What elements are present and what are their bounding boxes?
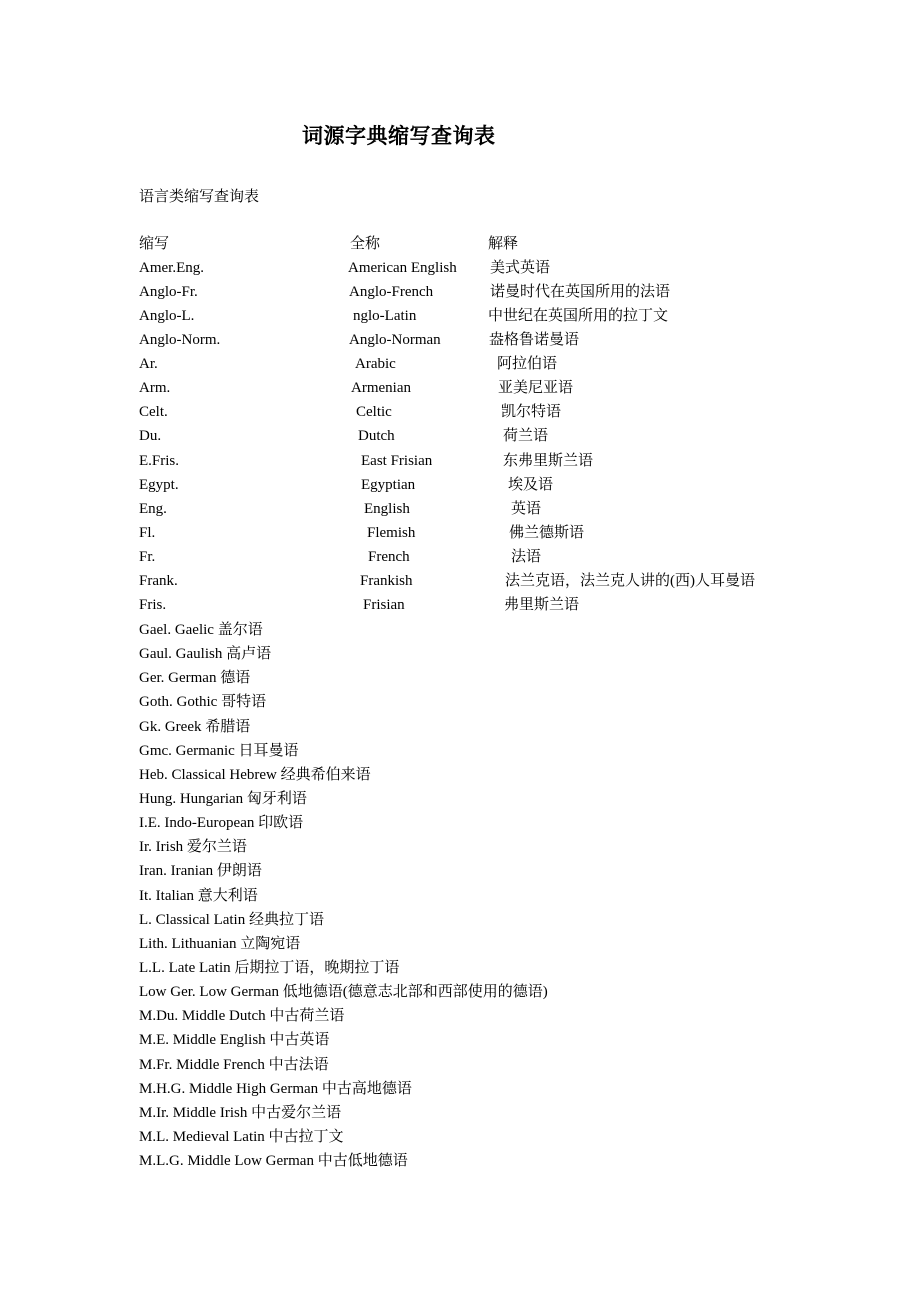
table-cell-meaning: 埃及语 <box>508 477 554 493</box>
table-cell-meaning: 东弗里斯兰语 <box>503 453 594 469</box>
table-cell-abbr: Eng. <box>139 501 167 517</box>
table-cell-full: Frankish <box>360 573 413 589</box>
list-item: M.Ir. Middle Irish 中古爱尔兰语 <box>139 1104 342 1121</box>
table-cell-full: Egyptian <box>361 477 416 493</box>
header-meaning: 解释 <box>488 236 519 252</box>
list-item: Ger. German 德语 <box>139 670 251 687</box>
table-cell-meaning: 诺曼时代在英国所用的法语 <box>490 284 671 300</box>
table-cell-full: French <box>368 549 410 565</box>
table-cell-meaning: 英语 <box>511 501 542 517</box>
table-cell-full: Arabic <box>355 356 396 372</box>
table-cell-meaning: 荷兰语 <box>503 428 549 444</box>
table-cell-abbr: Amer.Eng. <box>139 260 204 276</box>
table-cell-full: Frisian <box>363 597 405 613</box>
list-item: Goth. Gothic 哥特语 <box>139 694 267 711</box>
table-cell-full: Anglo-French <box>349 284 434 300</box>
table-cell-full: Flemish <box>367 525 416 541</box>
header-abbr: 缩写 <box>139 236 170 252</box>
list-item: It. Italian 意大利语 <box>139 887 258 904</box>
table-cell-meaning: 法兰克语，法兰克人讲的(西)人耳曼语 <box>505 573 755 589</box>
table-cell-abbr: E.Fris. <box>139 453 180 469</box>
table-cell-abbr: Du. <box>139 428 162 444</box>
list-item: Hung. Hungarian 匈牙利语 <box>139 790 307 807</box>
list-item: M.E. Middle English 中古英语 <box>139 1032 330 1049</box>
list-item: M.L. Medieval Latin 中古拉丁文 <box>139 1128 344 1145</box>
table-cell-abbr: Celt. <box>139 404 168 420</box>
table-cell-meaning: 美式英语 <box>490 260 551 276</box>
table-cell-meaning: 亚美尼亚语 <box>498 380 574 396</box>
header-full: 全称 <box>350 236 381 252</box>
table-cell-meaning: 弗里斯兰语 <box>504 597 580 613</box>
abbreviation-list <box>139 618 899 1173</box>
list-item: Gk. Greek 希腊语 <box>139 718 251 735</box>
list-item: M.H.G. Middle High German 中古高地德语 <box>139 1080 412 1097</box>
list-item: M.Du. Middle Dutch 中古荷兰语 <box>139 1008 345 1025</box>
table-cell-meaning: 中世纪在英国所用的拉丁文 <box>488 308 669 324</box>
table-cell-abbr: Ar. <box>139 356 158 372</box>
table-cell-full: Celtic <box>356 404 392 420</box>
table-cell-abbr: Fris. <box>139 597 167 613</box>
list-item: Gael. Gaelic 盖尔语 <box>139 622 263 638</box>
list-item: Iran. Iranian 伊朗语 <box>139 863 262 880</box>
list-item: Heb. Classical Hebrew 经典希伯来语 <box>139 766 371 783</box>
table-cell-meaning: 阿拉伯语 <box>497 356 558 372</box>
document-title: 词源字典缩写查询表 <box>302 124 496 148</box>
table-cell-abbr: Frank. <box>139 573 178 589</box>
table-cell-full: Dutch <box>358 428 395 444</box>
list-item: Lith. Lithuanian 立陶宛语 <box>139 935 301 952</box>
table-cell-meaning: 法语 <box>511 549 542 565</box>
section-title: 语言类缩写查询表 <box>139 189 260 205</box>
table-cell-abbr: Fr. <box>139 549 156 565</box>
table-cell-abbr: Egypt. <box>139 477 179 493</box>
table-cell-abbr: Anglo-Norm. <box>139 332 221 348</box>
table-cell-abbr: Anglo-Fr. <box>139 284 198 300</box>
list-item: Ir. Irish 爱尔兰语 <box>139 839 247 856</box>
list-item: Low Ger. Low German 低地德语(德意志北部和西部使用的德语) <box>139 984 548 1001</box>
table-cell-meaning: 凯尔特语 <box>501 404 562 420</box>
list-item: L. Classical Latin 经典拉丁语 <box>139 911 324 928</box>
table-cell-full: East Frisian <box>361 453 433 469</box>
table-cell-full: Armenian <box>351 380 411 396</box>
list-item: I.E. Indo-European 印欧语 <box>139 815 304 832</box>
list-item: M.Fr. Middle French 中古法语 <box>139 1056 329 1073</box>
table-cell-full: Anglo-Norman <box>349 332 441 348</box>
table-cell-full: American English <box>348 260 457 276</box>
table-cell-meaning: 盎格鲁诺曼语 <box>489 332 580 348</box>
table-cell-meaning: 佛兰德斯语 <box>509 525 585 541</box>
list-item: Gmc. Germanic 日耳曼语 <box>139 742 299 759</box>
list-item: L.L. Late Latin 后期拉丁语，晚期拉丁语 <box>139 959 400 976</box>
table-cell-abbr: Anglo-L. <box>139 308 195 324</box>
table-cell-abbr: Arm. <box>139 380 171 396</box>
table-cell-full: nglo-Latin <box>353 308 417 324</box>
list-item: M.L.G. Middle Low German 中古低地德语 <box>139 1153 408 1170</box>
list-item: Gaul. Gaulish 高卢语 <box>139 646 272 663</box>
table-cell-full: English <box>364 501 410 517</box>
table-cell-abbr: Fl. <box>139 525 156 541</box>
